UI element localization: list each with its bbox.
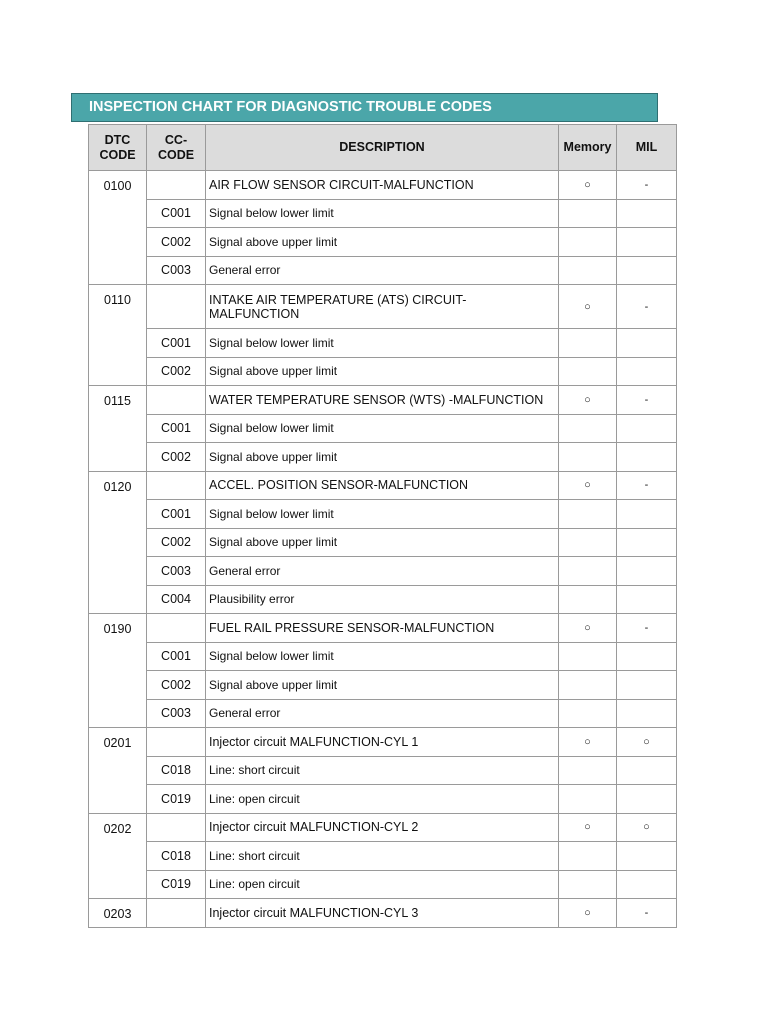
mil-flag-cell bbox=[617, 756, 677, 785]
table-row bbox=[89, 256, 677, 285]
header-dtc-code bbox=[89, 125, 147, 171]
dtc-code-cell: 0120 bbox=[89, 471, 147, 614]
dtc-code-cell: 0201 bbox=[89, 728, 147, 814]
mil-flag-cell: - bbox=[617, 386, 677, 415]
memory-flag-cell: ○ bbox=[559, 386, 617, 415]
mil-flag-cell bbox=[617, 785, 677, 814]
memory-flag-cell: ○ bbox=[559, 285, 617, 329]
table-row bbox=[89, 528, 677, 557]
mil-flag-cell bbox=[617, 671, 677, 700]
mil-flag-cell: - bbox=[617, 471, 677, 500]
table-row bbox=[89, 842, 677, 871]
mil-flag-cell: - bbox=[617, 171, 677, 200]
mil-flag-cell: - bbox=[617, 899, 677, 928]
memory-flag-cell bbox=[559, 557, 617, 586]
cc-code-cell: C002 bbox=[147, 671, 206, 700]
mil-flag-cell: - bbox=[617, 614, 677, 643]
description-cell: Line: short circuit bbox=[206, 842, 559, 871]
memory-flag-cell bbox=[559, 671, 617, 700]
description-cell: Signal above upper limit bbox=[206, 357, 559, 386]
cc-code-cell bbox=[147, 171, 206, 200]
table-row bbox=[89, 557, 677, 586]
memory-flag-cell bbox=[559, 870, 617, 899]
mil-flag-cell: ○ bbox=[617, 813, 677, 842]
dtc-inspection-table bbox=[88, 124, 677, 928]
memory-flag-cell bbox=[559, 699, 617, 728]
table-row bbox=[89, 614, 677, 643]
mil-flag-cell: - bbox=[617, 285, 677, 329]
cc-code-cell: C003 bbox=[147, 256, 206, 285]
table-row bbox=[89, 443, 677, 472]
memory-flag-cell: ○ bbox=[559, 899, 617, 928]
memory-flag-cell bbox=[559, 228, 617, 257]
table-body bbox=[89, 171, 677, 928]
mil-flag-cell bbox=[617, 642, 677, 671]
mil-flag-cell bbox=[617, 528, 677, 557]
description-cell: Signal above upper limit bbox=[206, 443, 559, 472]
table-row bbox=[89, 642, 677, 671]
cc-code-cell: C002 bbox=[147, 443, 206, 472]
table-row bbox=[89, 228, 677, 257]
memory-flag-cell bbox=[559, 357, 617, 386]
dtc-code-cell: 0190 bbox=[89, 614, 147, 728]
memory-flag-cell: ○ bbox=[559, 813, 617, 842]
mil-flag-cell bbox=[617, 414, 677, 443]
description-cell: ACCEL. POSITION SENSOR-MALFUNCTION bbox=[206, 471, 559, 500]
cc-code-cell: C018 bbox=[147, 756, 206, 785]
description-cell: Injector circuit MALFUNCTION-CYL 1 bbox=[206, 728, 559, 757]
table-row bbox=[89, 414, 677, 443]
mil-flag-cell bbox=[617, 585, 677, 614]
memory-flag-cell bbox=[559, 443, 617, 472]
description-cell: Signal above upper limit bbox=[206, 228, 559, 257]
table-row bbox=[89, 870, 677, 899]
memory-flag-cell bbox=[559, 414, 617, 443]
cc-code-cell: C002 bbox=[147, 357, 206, 386]
description-cell: General error bbox=[206, 699, 559, 728]
cc-code-cell: C001 bbox=[147, 329, 206, 358]
table-header bbox=[89, 125, 677, 171]
description-cell: Signal above upper limit bbox=[206, 528, 559, 557]
memory-flag-cell bbox=[559, 199, 617, 228]
description-cell: Signal below lower limit bbox=[206, 500, 559, 529]
description-cell: Signal below lower limit bbox=[206, 642, 559, 671]
memory-flag-cell bbox=[559, 642, 617, 671]
description-cell: Injector circuit MALFUNCTION-CYL 3 bbox=[206, 899, 559, 928]
description-cell: FUEL RAIL PRESSURE SENSOR-MALFUNCTION bbox=[206, 614, 559, 643]
table-row bbox=[89, 756, 677, 785]
header-cc-line1: CC- bbox=[164, 132, 188, 147]
cc-code-cell: C001 bbox=[147, 642, 206, 671]
cc-code-cell: C019 bbox=[147, 785, 206, 814]
table-row bbox=[89, 471, 677, 500]
cc-code-cell bbox=[147, 285, 206, 329]
dtc-code-cell: 0115 bbox=[89, 386, 147, 472]
header-row bbox=[89, 125, 677, 171]
mil-flag-cell bbox=[617, 357, 677, 386]
description-cell: Signal below lower limit bbox=[206, 199, 559, 228]
cc-code-cell: C003 bbox=[147, 557, 206, 586]
cc-code-cell bbox=[147, 614, 206, 643]
cc-code-cell bbox=[147, 728, 206, 757]
cc-code-cell: C001 bbox=[147, 414, 206, 443]
mil-flag-cell bbox=[617, 557, 677, 586]
memory-flag-cell bbox=[559, 256, 617, 285]
description-cell: AIR FLOW SENSOR CIRCUIT-MALFUNCTION bbox=[206, 171, 559, 200]
description-cell: Signal below lower limit bbox=[206, 329, 559, 358]
table-row bbox=[89, 285, 677, 329]
description-cell: Plausibility error bbox=[206, 585, 559, 614]
mil-flag-cell bbox=[617, 842, 677, 871]
table-row bbox=[89, 813, 677, 842]
description-cell: Injector circuit MALFUNCTION-CYL 2 bbox=[206, 813, 559, 842]
memory-flag-cell bbox=[559, 756, 617, 785]
mil-flag-cell: ○ bbox=[617, 728, 677, 757]
header-dtc-line2: CODE bbox=[99, 147, 136, 162]
mil-flag-cell bbox=[617, 256, 677, 285]
description-cell: General error bbox=[206, 256, 559, 285]
cc-code-cell bbox=[147, 813, 206, 842]
description-cell: General error bbox=[206, 557, 559, 586]
table-row bbox=[89, 386, 677, 415]
memory-flag-cell bbox=[559, 500, 617, 529]
mil-flag-cell bbox=[617, 699, 677, 728]
memory-flag-cell bbox=[559, 842, 617, 871]
table-row bbox=[89, 199, 677, 228]
cc-code-cell: C001 bbox=[147, 500, 206, 529]
mil-flag-cell bbox=[617, 443, 677, 472]
table-row bbox=[89, 357, 677, 386]
chart-title: INSPECTION CHART FOR DIAGNOSTIC TROUBLE CODES bbox=[71, 93, 658, 122]
description-cell: Line: short circuit bbox=[206, 756, 559, 785]
header-cc-code bbox=[147, 125, 206, 171]
dtc-code-cell: 0100 bbox=[89, 171, 147, 285]
mil-flag-cell bbox=[617, 199, 677, 228]
cc-code-cell: C001 bbox=[147, 199, 206, 228]
header-mil: MIL bbox=[617, 125, 677, 171]
memory-flag-cell bbox=[559, 785, 617, 814]
table-row bbox=[89, 671, 677, 700]
table-row bbox=[89, 699, 677, 728]
description-cell: Line: open circuit bbox=[206, 870, 559, 899]
cc-code-cell: C004 bbox=[147, 585, 206, 614]
table-row bbox=[89, 329, 677, 358]
cc-code-cell: C003 bbox=[147, 699, 206, 728]
dtc-code-cell: 0110 bbox=[89, 285, 147, 386]
table-row bbox=[89, 171, 677, 200]
header-dtc-line1: DTC bbox=[104, 132, 131, 147]
dtc-code-cell: 0203 bbox=[89, 899, 147, 928]
header-cc-line2: CODE bbox=[157, 147, 195, 162]
memory-flag-cell: ○ bbox=[559, 471, 617, 500]
cc-code-cell: C018 bbox=[147, 842, 206, 871]
mil-flag-cell bbox=[617, 329, 677, 358]
mil-flag-cell bbox=[617, 500, 677, 529]
memory-flag-cell bbox=[559, 585, 617, 614]
description-cell: INTAKE AIR TEMPERATURE (ATS) CIRCUIT-MALFUNCTION bbox=[206, 285, 559, 329]
memory-flag-cell bbox=[559, 528, 617, 557]
table-row bbox=[89, 899, 677, 928]
memory-flag-cell: ○ bbox=[559, 614, 617, 643]
memory-flag-cell: ○ bbox=[559, 171, 617, 200]
header-memory: Memory bbox=[559, 125, 617, 171]
mil-flag-cell bbox=[617, 228, 677, 257]
table-row bbox=[89, 785, 677, 814]
memory-flag-cell: ○ bbox=[559, 728, 617, 757]
description-cell: Signal below lower limit bbox=[206, 414, 559, 443]
table-row bbox=[89, 500, 677, 529]
table-row bbox=[89, 585, 677, 614]
cc-code-cell: C002 bbox=[147, 528, 206, 557]
memory-flag-cell bbox=[559, 329, 617, 358]
dtc-code-cell: 0202 bbox=[89, 813, 147, 899]
cc-code-cell bbox=[147, 386, 206, 415]
cc-code-cell: C019 bbox=[147, 870, 206, 899]
cc-code-cell bbox=[147, 899, 206, 928]
description-cell: Signal above upper limit bbox=[206, 671, 559, 700]
table-row bbox=[89, 728, 677, 757]
cc-code-cell bbox=[147, 471, 206, 500]
description-cell: Line: open circuit bbox=[206, 785, 559, 814]
header-description: DESCRIPTION bbox=[206, 125, 559, 171]
description-cell: WATER TEMPERATURE SENSOR (WTS) -MALFUNCTION bbox=[206, 386, 559, 415]
mil-flag-cell bbox=[617, 870, 677, 899]
cc-code-cell: C002 bbox=[147, 228, 206, 257]
